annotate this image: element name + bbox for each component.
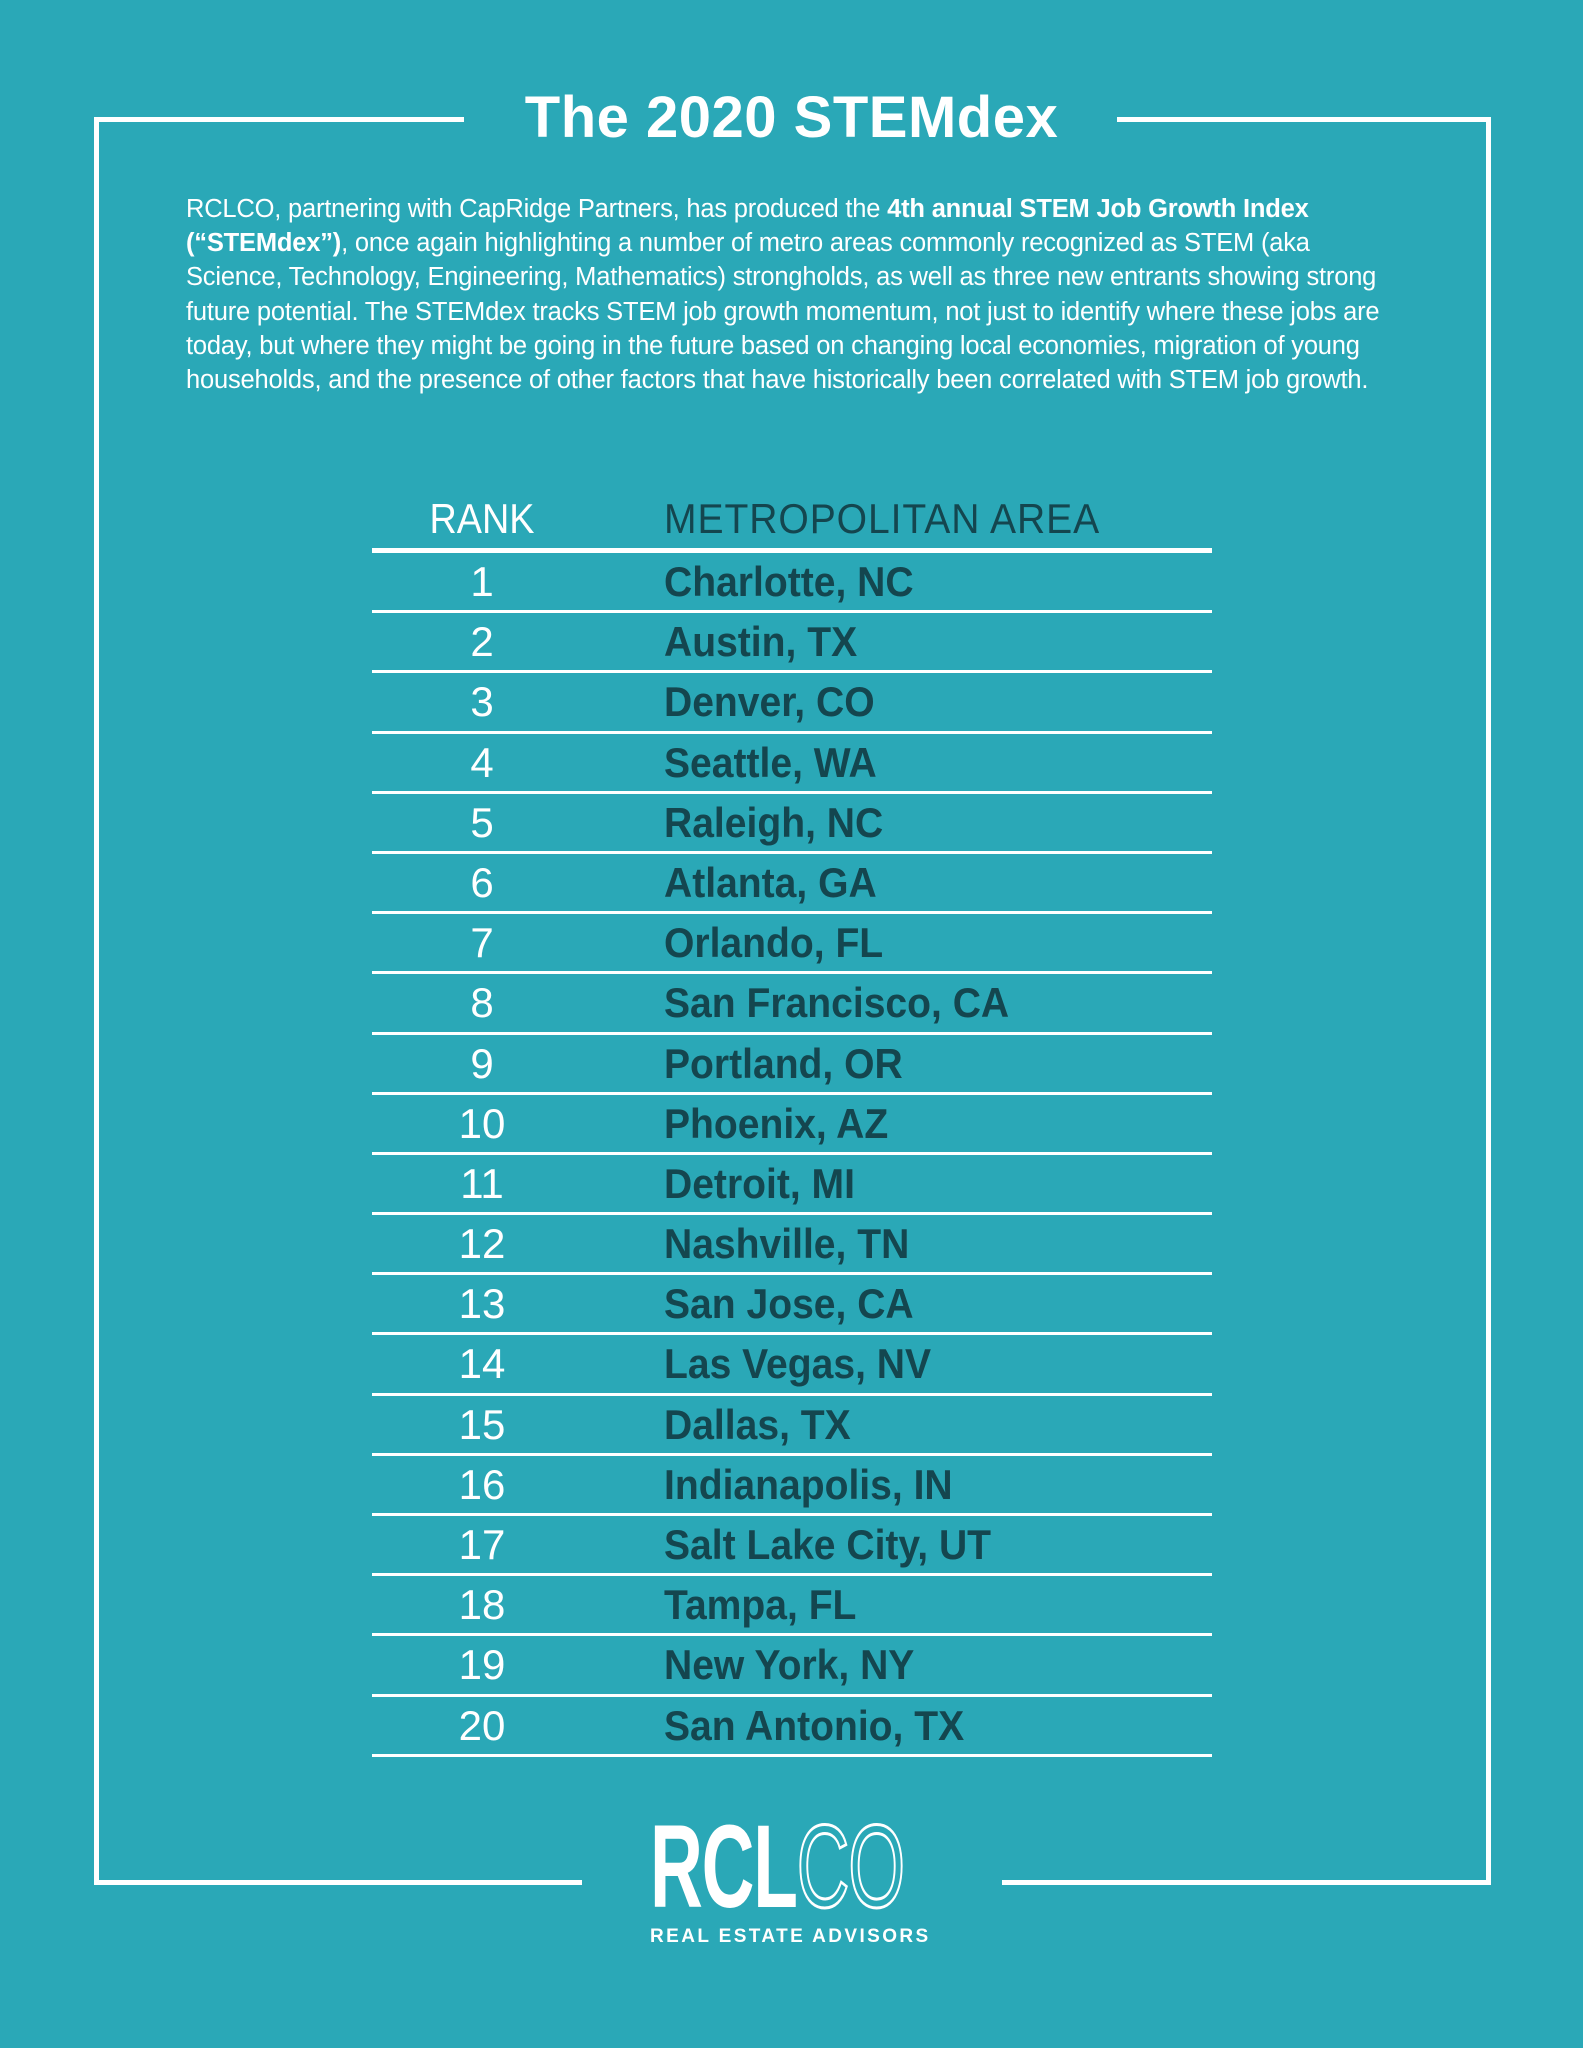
frame-left-line xyxy=(94,117,99,1885)
metro-cell: Austin, TX xyxy=(664,618,858,666)
table-row xyxy=(372,1576,1212,1636)
table-row xyxy=(372,673,1212,733)
metro-cell: Tampa, FL xyxy=(664,1581,857,1629)
frame-bottom-right-line xyxy=(1002,1880,1491,1885)
table-row xyxy=(372,974,1212,1034)
table-row xyxy=(372,1396,1212,1456)
metro-cell: Atlanta, GA xyxy=(664,858,877,906)
rank-cell: 3 xyxy=(470,678,494,726)
rank-cell: 12 xyxy=(458,1220,506,1268)
header-rank: RANK xyxy=(429,495,535,542)
rank-cell: 15 xyxy=(458,1400,506,1448)
rank-cell: 7 xyxy=(470,919,494,967)
table-row xyxy=(372,1335,1212,1395)
metro-cell: Charlotte, NC xyxy=(664,558,914,605)
metro-cell: Detroit, MI xyxy=(664,1159,855,1207)
rank-cell: 6 xyxy=(470,858,494,906)
rank-cell: 20 xyxy=(458,1701,506,1749)
rclco-logo xyxy=(650,1801,933,1948)
metro-cell: Seattle, WA xyxy=(664,738,877,786)
metro-cell: Portland, OR xyxy=(664,1039,903,1087)
metro-cell: Nashville, TN xyxy=(664,1220,910,1268)
header-metro: METROPOLITAN AREA xyxy=(664,495,1101,542)
logo-wordmark-bold: RCL xyxy=(650,1801,797,1933)
table-row xyxy=(372,1215,1212,1275)
logo-tagline: REAL ESTATE ADVISORS xyxy=(650,1926,931,1947)
table-header xyxy=(372,492,1212,546)
table-row xyxy=(372,914,1212,974)
metro-cell: Las Vegas, NV xyxy=(664,1340,932,1388)
table-body xyxy=(372,553,1212,1757)
rank-cell: 10 xyxy=(458,1099,506,1147)
rank-cell: 2 xyxy=(470,618,494,666)
table-row xyxy=(372,854,1212,914)
logo-wordmark xyxy=(650,1801,904,1933)
table-row xyxy=(372,613,1212,673)
frame-right-line xyxy=(1486,117,1491,1885)
metro-cell: Denver, CO xyxy=(664,678,875,726)
intro-text-bold: 4th annual STEM Job Growth Index (“STEMdex”) xyxy=(186,195,1309,258)
rank-cell: 9 xyxy=(470,1039,494,1087)
rank-cell: 18 xyxy=(458,1581,506,1629)
metro-cell: Dallas, TX xyxy=(664,1400,851,1448)
table-row xyxy=(372,1456,1212,1516)
metro-cell: Indianapolis, IN xyxy=(664,1460,953,1508)
rank-cell: 13 xyxy=(458,1280,506,1328)
table-row xyxy=(372,1155,1212,1215)
rank-cell: 16 xyxy=(458,1460,506,1508)
table-row xyxy=(372,1697,1212,1757)
table-row xyxy=(372,1095,1212,1155)
metro-cell: New York, NY xyxy=(664,1641,915,1689)
rank-cell: 11 xyxy=(460,1159,504,1207)
page-title: The 2020 STEMdex xyxy=(524,85,1059,150)
logo-wordmark-thin: CO xyxy=(796,1801,904,1933)
frame-bottom-left-line xyxy=(94,1880,582,1885)
intro-text-1: RCLCO, partnering with CapRidge Partners, has produced the xyxy=(186,195,888,223)
table-row xyxy=(372,794,1212,854)
table-row xyxy=(372,1516,1212,1576)
rank-cell: 8 xyxy=(470,979,494,1027)
rank-cell: 17 xyxy=(458,1521,506,1568)
metro-cell: Salt Lake City, UT xyxy=(664,1521,992,1568)
table-row xyxy=(372,1035,1212,1095)
metro-cell: Raleigh, NC xyxy=(664,798,884,846)
metro-cell: Phoenix, AZ xyxy=(664,1099,889,1147)
rank-cell: 5 xyxy=(470,798,494,846)
rankings-table xyxy=(372,492,1212,1757)
rank-cell: 1 xyxy=(470,558,494,605)
intro-text-2: , once again highlighting a number of metro areas commonly recognized as STEM (aka Science, Technology, Engineering, Mathematics) strongholds, as well as three new entrants showing strong future potential. The STEMdex tracks STEM job growth momentum, not just to identify where these jobs are today, but where they might be going in the future based on changing local economies, migration of young households, and the presence of other factors that have historically been correlated with STEM job growth. xyxy=(186,229,1380,395)
metro-cell: Orlando, FL xyxy=(664,919,884,967)
rank-cell: 19 xyxy=(458,1641,506,1689)
table-row xyxy=(372,1275,1212,1335)
metro-cell: San Francisco, CA xyxy=(664,979,1010,1027)
intro-paragraph xyxy=(186,192,1406,397)
metro-cell: San Jose, CA xyxy=(664,1280,914,1328)
metro-cell: San Antonio, TX xyxy=(664,1701,965,1749)
rank-cell: 4 xyxy=(470,738,494,786)
table-row xyxy=(372,1636,1212,1696)
table-row xyxy=(372,734,1212,794)
rank-cell: 14 xyxy=(458,1340,506,1388)
table-row xyxy=(372,553,1212,613)
